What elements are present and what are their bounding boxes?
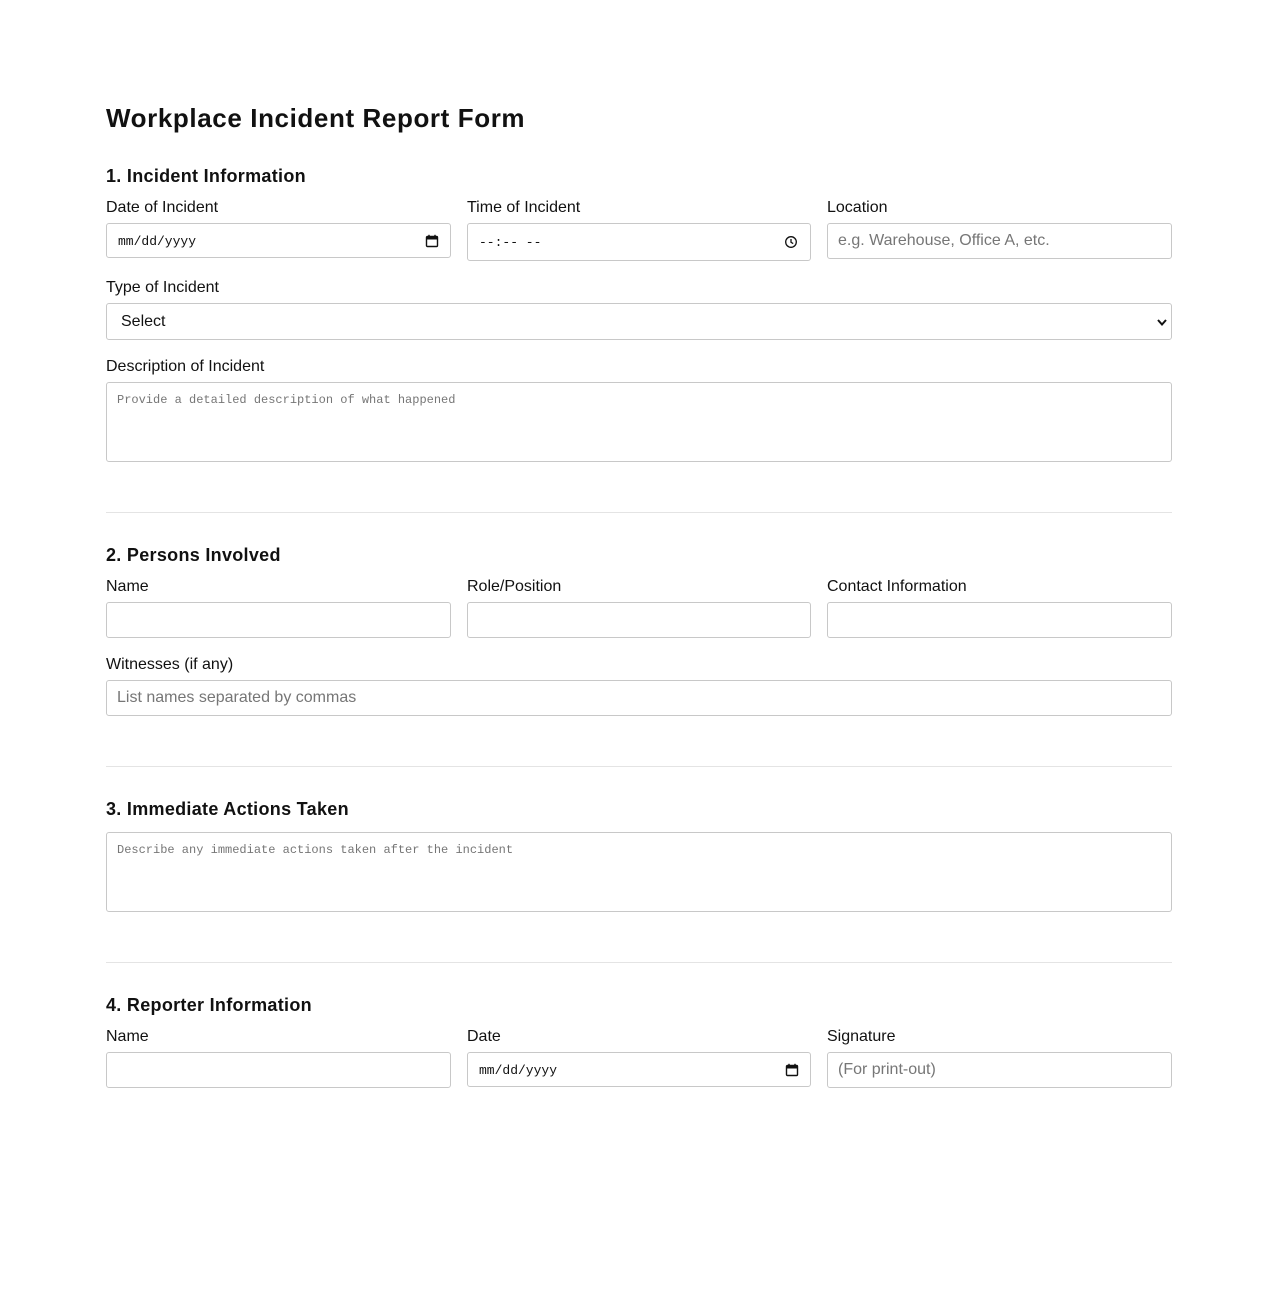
section-heading-reporter-information: 4. Reporter Information [106, 995, 312, 1015]
section-heading-immediate-actions: 3. Immediate Actions Taken [106, 799, 349, 819]
signature-label: Signature [827, 1028, 896, 1045]
description-of-incident-textarea[interactable] [106, 382, 1172, 462]
immediate-actions-textarea[interactable] [106, 832, 1172, 912]
person-name-input[interactable] [106, 602, 451, 638]
role-position-input[interactable] [467, 602, 811, 638]
calendar-icon[interactable] [425, 234, 439, 248]
witnesses-label: Witnesses (if any) [106, 656, 234, 673]
chevron-down-icon [1156, 316, 1168, 328]
date-of-incident-label: Date of Incident [106, 199, 219, 216]
section-divider [106, 766, 1172, 767]
time-of-incident-label: Time of Incident [467, 199, 581, 216]
report-date-label: Date [467, 1028, 501, 1045]
page-title: Workplace Incident Report Form [106, 103, 526, 133]
report-date-value: mm/dd/yyyy [479, 1063, 558, 1078]
contact-information-label: Contact Information [827, 578, 967, 595]
contact-information-input[interactable] [827, 602, 1172, 638]
person-name-label: Name [106, 578, 149, 595]
calendar-icon[interactable] [785, 1063, 799, 1077]
date-of-incident-input[interactable] [106, 223, 451, 258]
location-label: Location [827, 199, 888, 216]
location-input[interactable] [827, 223, 1172, 259]
description-of-incident-label: Description of Incident [106, 358, 265, 375]
time-of-incident-input[interactable] [467, 223, 811, 261]
type-of-incident-select[interactable] [106, 303, 1172, 340]
signature-input[interactable] [827, 1052, 1172, 1088]
section-divider [106, 512, 1172, 513]
reporter-name-input[interactable] [106, 1052, 451, 1088]
witnesses-input[interactable] [106, 680, 1172, 716]
reporter-name-label: Name [106, 1028, 149, 1045]
section-heading-incident-information: 1. Incident Information [106, 166, 306, 186]
clock-icon[interactable] [784, 235, 798, 249]
type-of-incident-selected-value: Select [121, 313, 166, 330]
section-heading-persons-involved: 2. Persons Involved [106, 545, 281, 565]
type-of-incident-label: Type of Incident [106, 279, 219, 296]
report-date-input[interactable] [467, 1052, 811, 1087]
date-of-incident-value: mm/dd/yyyy [118, 234, 197, 249]
role-position-label: Role/Position [467, 578, 562, 595]
section-divider [106, 962, 1172, 963]
time-of-incident-value: --:-- -- [479, 235, 542, 250]
